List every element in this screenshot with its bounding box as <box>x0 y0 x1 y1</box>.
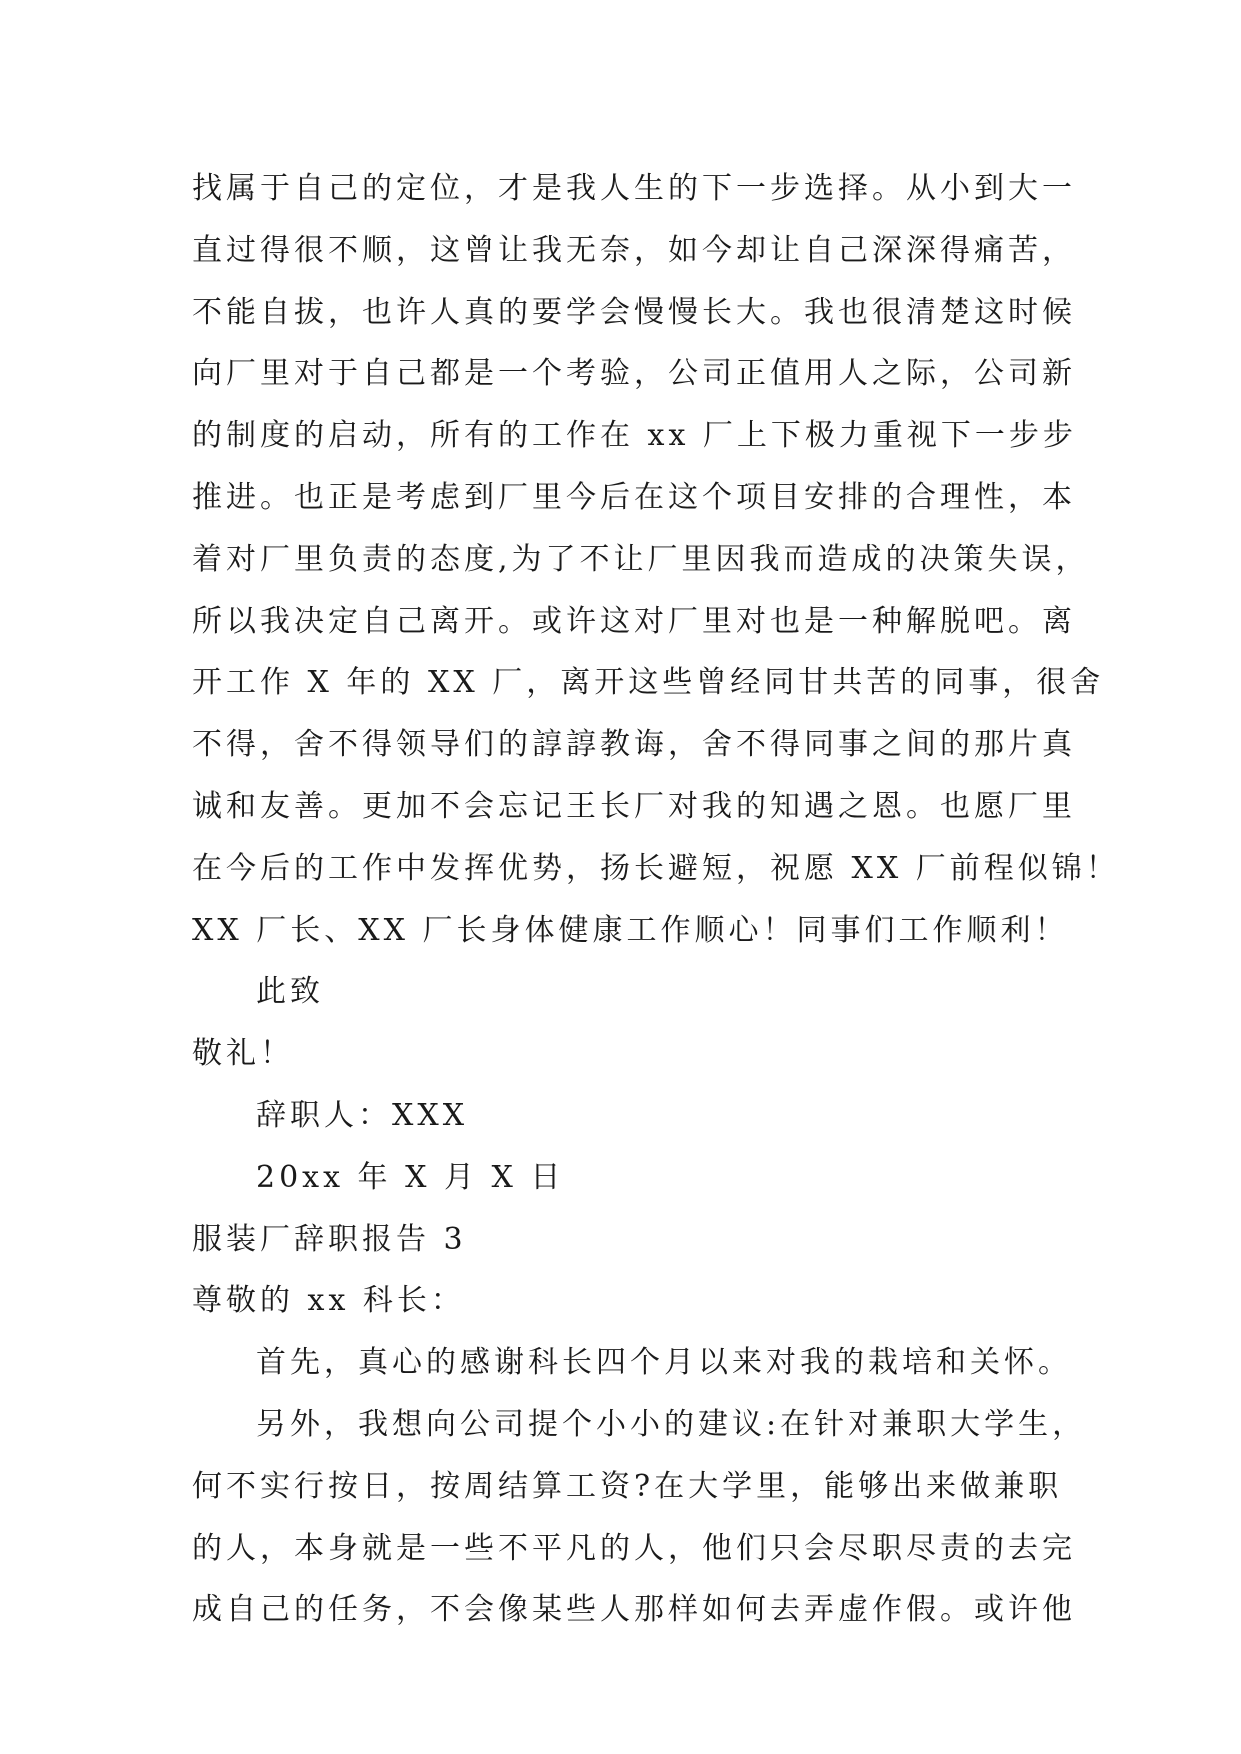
paragraph-line: 首先，真心的感谢科长四个月以来对我的栽培和关怀。 <box>256 1345 1072 1381</box>
closing-salutation: 此致 <box>256 974 324 1010</box>
paragraph-line: 的制度的启动，所有的工作在 xx 厂上下极力重视下一步步 <box>192 418 1077 454</box>
paragraph-line: 开工作 X 年的 XX 厂，离开这些曾经同甘共苦的同事，很舍 <box>192 665 1105 701</box>
signature-date: 20xx 年 X 月 X 日 <box>256 1159 565 1195</box>
paragraph-line: 在今后的工作中发挥优势，扬长避短，祝愿 XX 厂前程似锦！ <box>192 850 1120 886</box>
paragraph-line: 成自己的任务，不会像某些人那样如何去弄虚作假。或许他 <box>192 1592 1076 1628</box>
letter-greeting: 尊敬的 xx 科长： <box>192 1283 465 1319</box>
letter-body <box>192 158 1120 1641</box>
paragraph-line: 不得，舍不得领导们的諄諄教诲，舍不得同事之间的那片真 <box>192 727 1076 763</box>
paragraph-line: 何不实行按日，按周结算工资?在大学里，能够出来做兼职 <box>192 1468 1063 1504</box>
paragraph-line: 找属于自己的定位，才是我人生的下一步选择。从小到大一 <box>192 171 1076 206</box>
closing-regards: 敬礼！ <box>192 1036 294 1072</box>
paragraph-line: 向厂里对于自己都是一个考验，公司正值用人之际，公司新 <box>192 356 1076 392</box>
paragraph-line: 诚和友善。更加不会忘记王长厂对我的知遇之恩。也愿厂里 <box>192 788 1076 824</box>
section-title: 服装厂辞职报告 3 <box>192 1221 467 1257</box>
paragraph-line: 推进。也正是考虑到厂里今后在这个项目安排的合理性，本 <box>192 479 1076 515</box>
paragraph-line: XX 厂长、XX 厂长身体健康工作顺心！同事们工作顺利！ <box>192 912 1069 948</box>
paragraph-line: 着对厂里负责的态度,为了不让厂里因我而造成的决策失误， <box>192 541 1090 577</box>
paragraph-line: 另外，我想向公司提个小小的建议:在针对兼职大学生， <box>256 1406 1087 1442</box>
paragraph-line: 所以我决定自己离开。或许这对厂里对也是一种解脱吧。离 <box>192 603 1076 639</box>
paragraph-line: 不能自拔，也许人真的要学会慢慢长大。我也很清楚这时候 <box>192 294 1076 330</box>
paragraph-line: 直过得很不顺，这曾让我无奈，如今却让自己深深得痛苦， <box>192 232 1076 268</box>
signature-name: 辞职人：XXX <box>256 1097 469 1133</box>
paragraph-line: 的人，本身就是一些不平凡的人，他们只会尽职尽责的去完 <box>192 1530 1076 1566</box>
